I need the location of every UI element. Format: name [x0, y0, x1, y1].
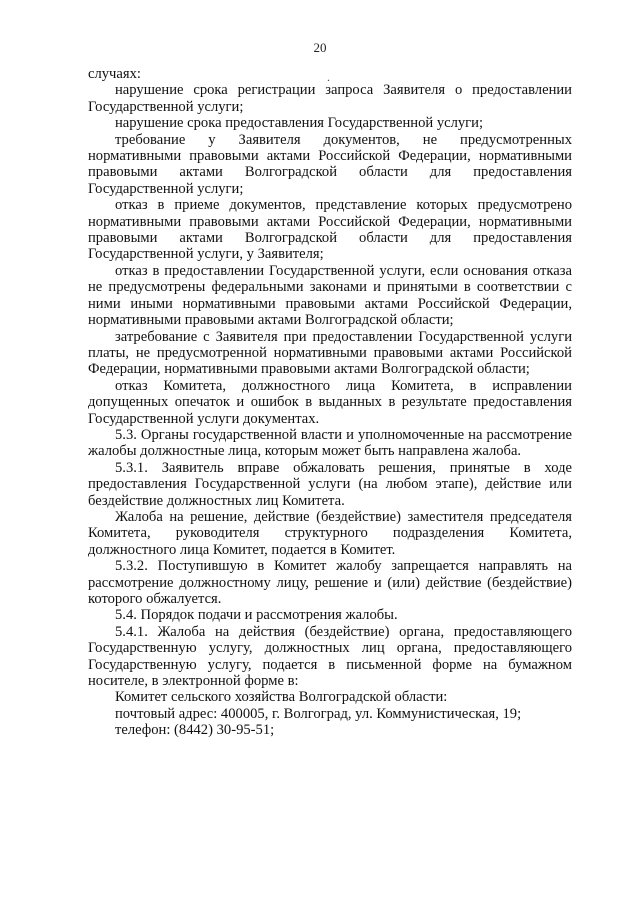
- paragraph: случаях:: [88, 66, 141, 82]
- paragraph: отказ Комитета, должностного лица Комитета, в исправлении допущенных опечаток и ошибок в выданных в результате предоставления Государственной услуги документах.: [88, 377, 572, 427]
- page-number: 20: [313, 40, 327, 55]
- section-heading-5-3: 5.3. Органы государственной власти и уполномоченные на рассмотрение жалобы должностные лица, которым может быть направлена жалоба.: [88, 426, 572, 460]
- paragraph: 5.3.1. Заявитель вправе обжаловать решения, принятые в ходе предоставления Государственной услуги (на любом этапе), действие или бездействие должностных лиц Комитета.: [88, 459, 572, 509]
- contact-block: [88, 689, 572, 738]
- paragraph: нарушение срока регистрации запроса Заявителя о предоставлении Государственной услуги;: [88, 82, 572, 115]
- section-heading-5-4: 5.4. Порядок подачи и рассмотрения жалобы.: [115, 607, 398, 624]
- contact-phone: телефон: (8442) 30-95-51;: [115, 722, 275, 739]
- stray-mark: .: [327, 70, 330, 84]
- paragraph: нарушение срока предоставления Государственной услуги;: [115, 115, 484, 132]
- paragraph: требование у Заявителя документов, не предусмотренных нормативными правовыми актами Российской Федерации, нормативными правовыми актами Волгоградской области для предоставления Государственной услуги;: [88, 131, 572, 197]
- paragraph: 5.3.2. Поступившую в Комитет жалобу запрещается направлять на рассмотрение должностному лицу, решение и (или) действие (бездействие) которого обжалуется.: [88, 558, 572, 607]
- paragraph: отказ в приеме документов, представление которых предусмотрено нормативными правовыми актами Российской Федерации, нормативными правовыми актами Волгоградской области для предоставления Государственной услуги, у Заявителя;: [88, 197, 572, 263]
- paragraph: отказ в предоставлении Государственной услуги, если основания отказа не предусмотрены федеральными законами и принятыми в соответствии с ними иными нормативными правовыми актами Российской Федерации, нормативными правовыми актами Волгоградской области;: [88, 262, 572, 329]
- document-body: [88, 66, 572, 739]
- paragraph: 5.4.1. Жалоба на действия (бездействие) органа, предоставляющего Государственную услугу, должностных лиц органа, предоставляющего Государственную услугу, подается в письменной форме на бумажном носителе, в электронной форме в:: [88, 623, 572, 690]
- contact-name: Комитет сельского хозяйства Волгоградской области:: [115, 689, 448, 706]
- paragraph: Жалоба на решение, действие (бездействие) заместителя председателя Комитета, руководителя структурного подразделения Комитета, должностного лица Комитет, подается в Комитет.: [88, 508, 572, 558]
- contact-address: почтовый адрес: 400005, г. Волгоград, ул. Коммунистическая, 19;: [115, 705, 522, 722]
- paragraph: затребование с Заявителя при предоставлении Государственной услуги платы, не предусмотренной нормативными правовыми актами Российской Федерации, нормативными правовыми актами Волгоградской области;: [88, 328, 572, 378]
